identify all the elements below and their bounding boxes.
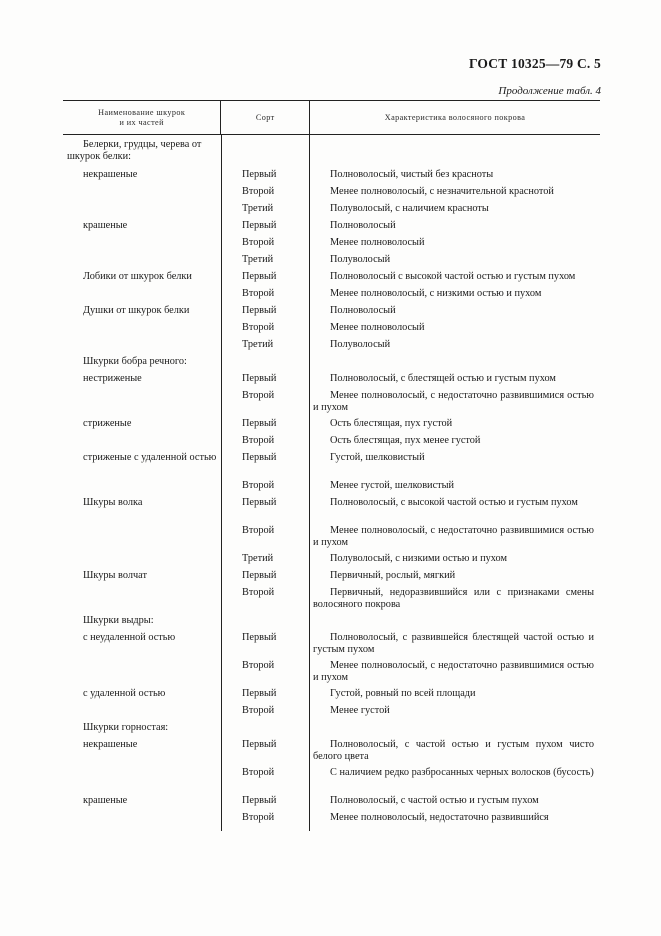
cell-name: стриженые (83, 418, 132, 429)
table-row (63, 373, 600, 390)
cell-grade: Второй (242, 767, 275, 778)
table-row (63, 480, 600, 497)
cell-name: крашеные (83, 220, 128, 231)
cell-grade: Второй (242, 525, 275, 536)
cell-grade (221, 356, 309, 373)
cell-name (63, 767, 221, 795)
cell-name (63, 812, 221, 829)
cell-characteristic: Менее полноволосый (330, 237, 425, 248)
table-body (63, 135, 600, 829)
table-row (63, 169, 600, 186)
column-divider (221, 135, 222, 831)
table-row (63, 767, 600, 795)
table-row (63, 452, 600, 480)
table-row (63, 660, 600, 688)
table-row (63, 356, 600, 373)
cell-name (63, 660, 221, 688)
cell-characteristic (309, 139, 600, 169)
cell-characteristic: Густой, шелковистый (330, 452, 425, 463)
cell-name (63, 587, 221, 615)
cell-grade: Третий (242, 339, 274, 350)
cell-name (63, 435, 221, 452)
page-header: ГОСТ 10325—79 С. 5 (468, 56, 601, 71)
cell-characteristic: Полноволосый, чистый без красноты (330, 169, 494, 180)
cell-grade: Первый (242, 373, 277, 384)
cell-name (63, 186, 221, 203)
cell-grade: Первый (242, 418, 277, 429)
cell-characteristic (309, 615, 600, 632)
cell-grade: Второй (242, 587, 275, 598)
cell-name (63, 339, 221, 356)
table-row (63, 553, 600, 570)
cell-characteristic: Первичный, недоразвившийся или с признаками смены волосяного покрова (313, 587, 594, 610)
table-row (63, 186, 600, 203)
table-row (63, 135, 600, 169)
column-header-characteristic: Характеристика волосяного покрова (384, 112, 526, 122)
table-row (63, 688, 600, 705)
cell-name: с удаленной остью (83, 688, 166, 699)
cell-characteristic: Полуволосый, с низкими остью и пухом (330, 553, 507, 564)
cell-name: Белерки, грудцы, черева от шкурок белки: (67, 139, 202, 162)
table-row (63, 587, 600, 615)
cell-characteristic: Менее полноволосый, с низкими остью и пухом (330, 288, 542, 299)
cell-name (63, 203, 221, 220)
cell-grade: Первый (242, 739, 277, 750)
table-row (63, 254, 600, 271)
cell-grade: Первый (242, 220, 277, 231)
cell-grade: Первый (242, 169, 277, 180)
cell-grade: Первый (242, 688, 277, 699)
cell-name (63, 237, 221, 254)
cell-name: стриженые с удаленной остью (83, 452, 217, 463)
cell-grade: Первый (242, 497, 277, 508)
cell-grade: Второй (242, 237, 275, 248)
cell-characteristic: Полуволосый (330, 254, 391, 265)
cell-grade: Первый (242, 305, 277, 316)
cell-characteristic (309, 722, 600, 739)
cell-characteristic: Полноволосый, с частой остью и густым пухом чисто белого цвета (313, 739, 594, 762)
cell-grade: Второй (242, 435, 275, 446)
cell-name: крашеные (83, 795, 128, 806)
cell-characteristic: Густой, ровный по всей площади (330, 688, 476, 699)
cell-grade: Третий (242, 553, 274, 564)
cell-characteristic: Полноволосый, с частой остью и густым пухом (330, 795, 539, 806)
cell-characteristic: Менее полноволосый, недостаточно развившийся (330, 812, 549, 823)
cell-name: Шкурки выдры: (83, 615, 154, 626)
cell-grade: Второй (242, 705, 275, 716)
cell-name (63, 254, 221, 271)
cell-name: Шкурки горностая: (83, 722, 169, 733)
cell-name: Шкурки бобра речного: (83, 356, 187, 367)
cell-grade: Второй (242, 288, 275, 299)
table-row (63, 705, 600, 722)
table-row (63, 615, 600, 632)
cell-characteristic: Полноволосый с высокой частой остью и густым пухом (330, 271, 576, 282)
cell-grade: Первый (242, 271, 277, 282)
cell-characteristic: Полноволосый, с высокой частой остью и густым пухом (330, 497, 578, 508)
table-row (63, 525, 600, 553)
cell-characteristic: Ость блестящая, пух менее густой (330, 435, 481, 446)
cell-name (63, 288, 221, 305)
table-row (63, 390, 600, 418)
cell-name (63, 705, 221, 722)
cell-characteristic: Полноволосый (330, 305, 396, 316)
table-row (63, 339, 600, 356)
cell-name: с неудаленной остью (83, 632, 176, 643)
cell-name (63, 525, 221, 553)
table-row (63, 739, 600, 767)
cell-name: некрашеные (83, 739, 138, 750)
cell-name (63, 553, 221, 570)
table-row (63, 322, 600, 339)
table-row (63, 305, 600, 322)
cell-grade (221, 139, 309, 169)
table-row (63, 812, 600, 829)
cell-characteristic: Менее густой, шелковистый (330, 480, 455, 491)
cell-characteristic: Менее полноволосый (330, 322, 425, 333)
column-divider (309, 135, 310, 831)
cell-grade: Первый (242, 632, 277, 643)
cell-grade (221, 722, 309, 739)
cell-grade (221, 615, 309, 632)
table-row (63, 435, 600, 452)
table-row (63, 722, 600, 739)
table-row (63, 632, 600, 660)
cell-characteristic: Менее полноволосый, с незначительной краснотой (330, 186, 554, 197)
cell-characteristic: Менее полноволосый, с недостаточно развившимися остью и пухом (313, 660, 594, 683)
cell-characteristic: Менее полноволосый, с недостаточно развившимися остью и пухом (313, 525, 594, 548)
cell-characteristic: Полуволосый (330, 339, 391, 350)
cell-name: Шкуры волчат (83, 570, 147, 581)
cell-grade: Третий (242, 203, 274, 214)
cell-grade: Второй (242, 812, 275, 823)
cell-grade: Первый (242, 452, 277, 463)
column-header-grade: Сорт (221, 101, 310, 134)
cell-name: Душки от шкурок белки (83, 305, 190, 316)
table-row (63, 795, 600, 812)
cell-grade: Второй (242, 390, 275, 401)
cell-name: Шкуры волка (83, 497, 143, 508)
table-row (63, 570, 600, 587)
cell-grade: Второй (242, 186, 275, 197)
table-row (63, 237, 600, 254)
table-row (63, 418, 600, 435)
cell-characteristic: Первичный, рослый, мягкий (330, 570, 456, 581)
cell-name (63, 322, 221, 339)
column-header-name: Наименование шкурок и их частей (63, 101, 221, 134)
cell-characteristic: Полноволосый, с развившейся блестящей частой остью и густым пухом (313, 632, 594, 655)
table-row (63, 497, 600, 525)
cell-grade: Второй (242, 660, 275, 671)
cell-characteristic: Полноволосый, с блестящей остью и густым пухом (330, 373, 556, 384)
table-row (63, 220, 600, 237)
cell-name (63, 390, 221, 418)
cell-characteristic (309, 356, 600, 373)
cell-grade: Первый (242, 795, 277, 806)
cell-grade: Третий (242, 254, 274, 265)
cell-grade: Второй (242, 322, 275, 333)
cell-name: некрашеные (83, 169, 138, 180)
cell-grade: Второй (242, 480, 275, 491)
cell-characteristic: Ость блестящая, пух густой (330, 418, 453, 429)
table-row (63, 288, 600, 305)
cell-name: Лобики от шкурок белки (83, 271, 192, 282)
table-header (63, 100, 600, 135)
cell-characteristic: Менее полноволосый, с недостаточно развившимися остью и пухом (313, 390, 594, 413)
cell-characteristic: С наличием редко разбросанных черных волосков (бусость) (330, 767, 594, 778)
table-continuation-label: Продолжение табл. 4 (498, 85, 601, 97)
cell-characteristic: Полуволосый, с наличием красноты (330, 203, 489, 214)
cell-name (63, 480, 221, 497)
characteristics-table (63, 100, 600, 829)
table-row (63, 271, 600, 288)
cell-characteristic: Полноволосый (330, 220, 396, 231)
cell-characteristic: Менее густой (330, 705, 390, 716)
table-row (63, 203, 600, 220)
cell-grade: Первый (242, 570, 277, 581)
cell-name: нестриженые (83, 373, 142, 384)
